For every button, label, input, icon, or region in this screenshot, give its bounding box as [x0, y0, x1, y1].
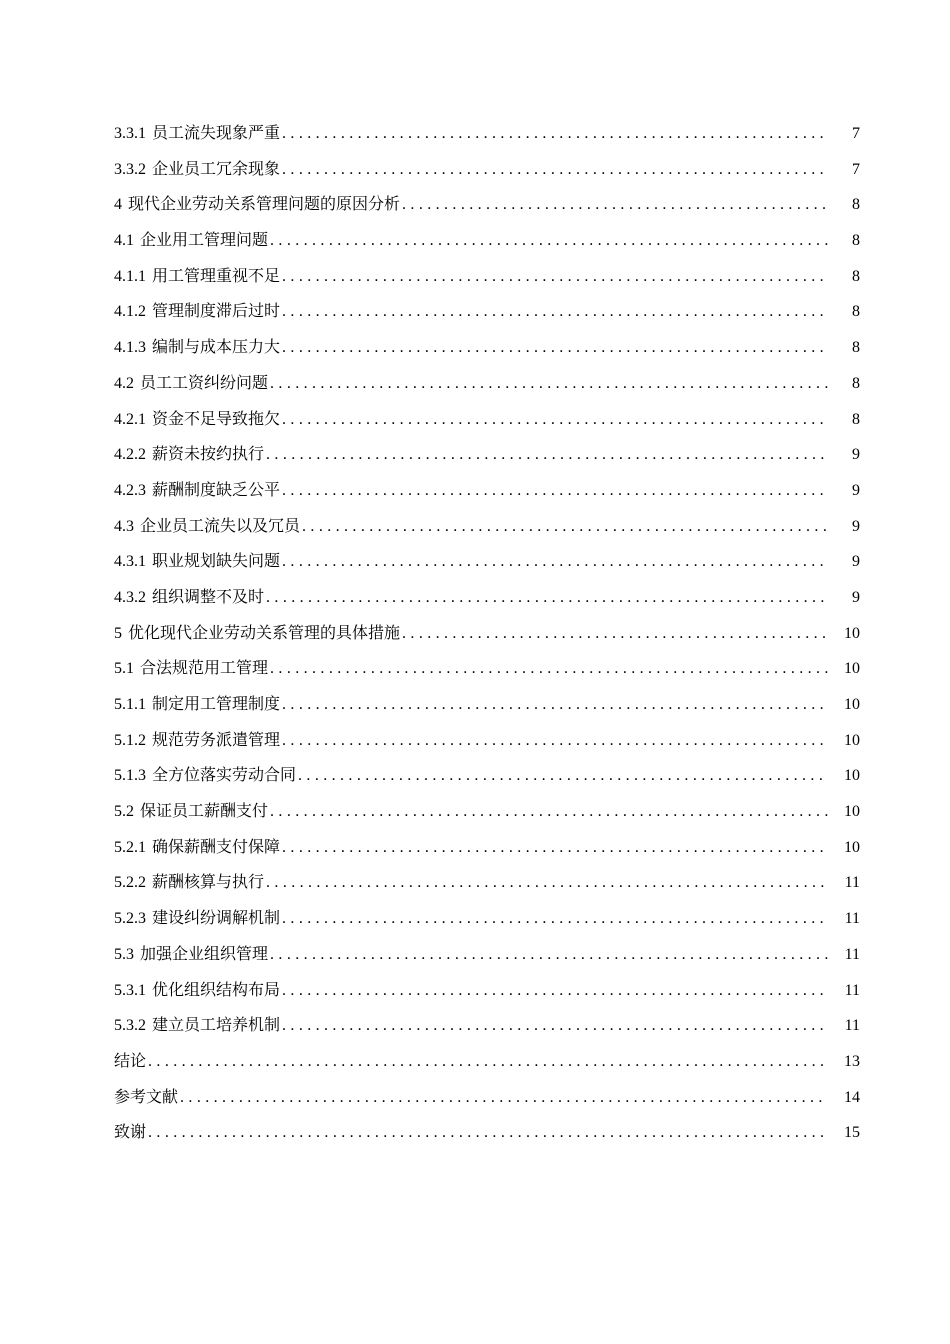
toc-page-number: 8 — [852, 303, 860, 321]
toc-entry[interactable] — [114, 1079, 860, 1115]
toc-section-title: 企业员工冗余现象 — [152, 158, 281, 178]
toc-page-number: 15 — [844, 1124, 860, 1142]
toc-entry[interactable] — [114, 650, 860, 686]
toc-dot-leader — [266, 865, 828, 901]
toc-page-number: 10 — [844, 767, 860, 785]
toc-dot-leader — [282, 830, 828, 866]
toc-section-number: 5.3.2 — [114, 1017, 146, 1035]
toc-section-title: 组织调整不及时 — [152, 586, 265, 606]
toc-page-number: 9 — [852, 481, 860, 499]
toc-entry[interactable] — [114, 115, 860, 151]
toc-section-number: 5.1.1 — [114, 696, 146, 713]
toc-section-title: 资金不足导致拖欠 — [152, 408, 281, 428]
toc-section-number: 4.3.2 — [114, 588, 146, 606]
toc-dot-leader — [282, 1008, 828, 1044]
toc-dot-leader — [298, 758, 828, 794]
toc-section-number: 5 — [114, 624, 122, 642]
toc-section-title: 薪酬制度缺乏公平 — [152, 479, 281, 499]
toc-section-title: 优化组织结构布局 — [152, 979, 281, 999]
toc-section-title: 编制与成本压力大 — [152, 337, 281, 357]
toc-entry[interactable] — [114, 401, 860, 437]
toc-section-number: 4.3.1 — [114, 553, 146, 571]
toc-section-number: 5.1 — [114, 660, 134, 678]
toc-section-number: 4.2.1 — [114, 410, 146, 428]
toc-page-number: 8 — [852, 339, 860, 357]
toc-section-number: 5.1.2 — [114, 731, 146, 749]
toc-dot-leader — [270, 223, 828, 259]
table-of-contents — [114, 115, 860, 1150]
toc-page-number: 8 — [852, 196, 860, 214]
toc-entry[interactable] — [114, 1114, 860, 1150]
toc-dot-leader — [282, 152, 828, 188]
toc-dot-leader — [282, 544, 828, 580]
toc-section-title: 优化现代企业劳动关系管理的具体措施 — [128, 622, 401, 642]
toc-section-title: 确保薪酬支付保障 — [152, 836, 281, 856]
toc-dot-leader — [270, 366, 828, 402]
toc-dot-leader — [282, 259, 828, 295]
toc-section-title: 建立员工培养机制 — [152, 1015, 281, 1035]
toc-entry[interactable] — [114, 722, 860, 758]
toc-page-number: 11 — [844, 1017, 860, 1035]
toc-page-number: 10 — [844, 838, 860, 856]
toc-dot-leader — [282, 723, 828, 759]
toc-entry[interactable] — [114, 543, 860, 579]
toc-section-number: 5.2.1 — [114, 838, 146, 856]
toc-section-number: 4.2.3 — [114, 481, 146, 499]
toc-section-number: 3.3.1 — [114, 125, 146, 142]
toc-section-number: 5.2.2 — [114, 874, 146, 892]
toc-entry[interactable] — [114, 579, 860, 615]
toc-page-number: 11 — [844, 945, 860, 963]
toc-page-number: 10 — [844, 803, 860, 821]
toc-dot-leader — [402, 187, 828, 223]
toc-entry[interactable] — [114, 151, 860, 187]
toc-section-number: 5.1.3 — [114, 767, 146, 785]
toc-entry[interactable] — [114, 258, 860, 294]
toc-dot-leader — [282, 330, 828, 366]
toc-entry[interactable] — [114, 1043, 860, 1079]
toc-dot-leader — [282, 901, 828, 937]
toc-page-number: 13 — [844, 1052, 860, 1070]
toc-page-number: 10 — [844, 696, 860, 713]
toc-page-number: 11 — [844, 981, 860, 999]
toc-page-number: 7 — [852, 160, 860, 178]
toc-page-number: 14 — [844, 1088, 860, 1106]
toc-section-title: 现代企业劳动关系管理问题的原因分析 — [128, 194, 401, 214]
toc-entry[interactable] — [114, 1007, 860, 1043]
toc-entry[interactable] — [114, 936, 860, 972]
toc-page-number: 10 — [844, 660, 860, 678]
toc-section-title: 管理制度滞后过时 — [152, 301, 281, 321]
toc-dot-leader — [180, 1080, 828, 1116]
toc-entry[interactable] — [114, 508, 860, 544]
toc-dot-leader — [282, 294, 828, 330]
toc-page-number: 10 — [844, 731, 860, 749]
toc-entry[interactable] — [114, 793, 860, 829]
toc-dot-leader — [282, 973, 828, 1009]
toc-section-title: 参考文献 — [114, 1086, 179, 1106]
toc-entry[interactable] — [114, 222, 860, 258]
toc-entry[interactable] — [114, 472, 860, 508]
toc-dot-leader — [270, 794, 828, 830]
toc-entry[interactable] — [114, 757, 860, 793]
toc-section-title: 合法规范用工管理 — [140, 658, 269, 678]
toc-section-title: 保证员工薪酬支付 — [140, 801, 269, 821]
toc-dot-leader — [266, 437, 828, 473]
toc-section-title: 企业用工管理问题 — [140, 230, 269, 250]
toc-page-number: 9 — [852, 588, 860, 606]
toc-page-number: 8 — [852, 267, 860, 285]
toc-dot-leader — [148, 1115, 828, 1151]
toc-section-title: 员工工资纠纷问题 — [140, 372, 269, 392]
toc-section-title: 结论 — [114, 1050, 147, 1070]
toc-section-title: 企业员工流失以及冗员 — [140, 515, 301, 535]
toc-page-number: 11 — [844, 874, 860, 892]
toc-section-number: 5.2.3 — [114, 910, 146, 928]
toc-section-number: 5.2 — [114, 803, 134, 821]
toc-entry[interactable] — [114, 686, 860, 722]
toc-dot-leader — [302, 509, 828, 545]
toc-dot-leader — [402, 616, 828, 652]
toc-entry[interactable] — [114, 186, 860, 222]
toc-page-number: 9 — [852, 446, 860, 464]
toc-section-number: 5.3.1 — [114, 981, 146, 999]
toc-section-number: 4.1.2 — [114, 303, 146, 321]
toc-section-number: 4.1.3 — [114, 339, 146, 357]
toc-dot-leader — [270, 651, 828, 687]
toc-entry[interactable] — [114, 293, 860, 329]
toc-section-title: 加强企业组织管理 — [140, 943, 269, 963]
toc-dot-leader — [282, 687, 828, 723]
toc-section-title: 员工流失现象严重 — [152, 123, 281, 142]
toc-entry[interactable] — [114, 436, 860, 472]
toc-entry[interactable] — [114, 329, 860, 365]
toc-section-title: 薪资未按约执行 — [152, 444, 265, 464]
toc-section-title: 职业规划缺失问题 — [152, 551, 281, 571]
toc-dot-leader — [282, 402, 828, 438]
toc-page-number: 10 — [844, 624, 860, 642]
toc-section-title: 全方位落实劳动合同 — [152, 765, 297, 785]
toc-section-number: 4.1.1 — [114, 267, 146, 285]
toc-section-title: 薪酬核算与执行 — [152, 872, 265, 892]
toc-entry[interactable] — [114, 365, 860, 401]
toc-dot-leader — [266, 580, 828, 616]
toc-section-title: 致谢 — [114, 1122, 147, 1142]
toc-page-number: 7 — [852, 125, 860, 142]
toc-entry[interactable] — [114, 829, 860, 865]
toc-dot-leader — [270, 937, 828, 973]
toc-entry[interactable] — [114, 972, 860, 1008]
toc-section-number: 4.2 — [114, 374, 134, 392]
toc-page-number: 11 — [844, 910, 860, 928]
toc-dot-leader — [282, 473, 828, 509]
toc-page-number: 8 — [852, 374, 860, 392]
toc-section-number: 5.3 — [114, 945, 134, 963]
toc-section-title: 用工管理重视不足 — [152, 265, 281, 285]
toc-entry[interactable] — [114, 900, 860, 936]
toc-page-number: 8 — [852, 232, 860, 250]
toc-section-title: 建设纠纷调解机制 — [152, 908, 281, 928]
toc-entry[interactable] — [114, 864, 860, 900]
toc-section-number: 4.1 — [114, 232, 134, 250]
toc-entry[interactable] — [114, 615, 860, 651]
toc-section-title: 制定用工管理制度 — [152, 694, 281, 713]
toc-page-number: 8 — [852, 410, 860, 428]
toc-section-number: 4 — [114, 196, 122, 214]
toc-dot-leader — [282, 116, 828, 152]
toc-section-number: 3.3.2 — [114, 160, 146, 178]
toc-section-number: 4.2.2 — [114, 446, 146, 464]
toc-dot-leader — [148, 1044, 828, 1080]
toc-section-number: 4.3 — [114, 517, 134, 535]
toc-section-title: 规范劳务派遣管理 — [152, 729, 281, 749]
toc-page-number: 9 — [852, 553, 860, 571]
toc-page-number: 9 — [852, 517, 860, 535]
